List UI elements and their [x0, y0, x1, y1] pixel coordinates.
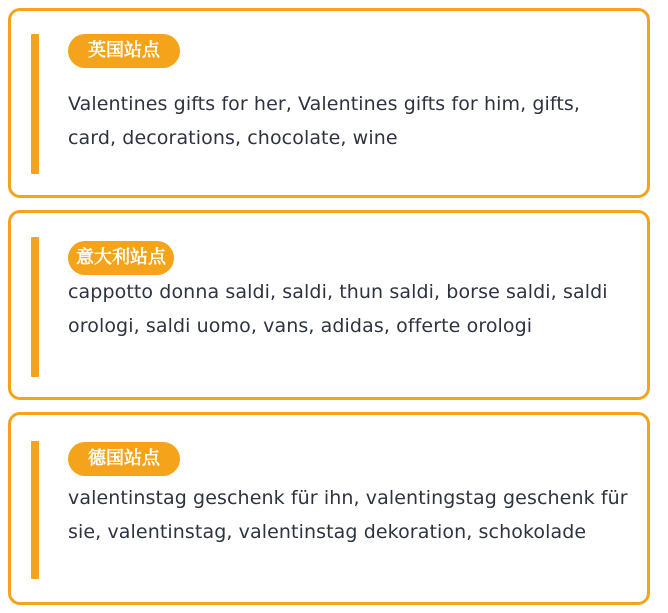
uk-site-tag: 英国站点 — [68, 34, 180, 68]
uk-keywords-text: Valentines gifts for her, Valentines gifts for him, gifts, card, decorations, chocolate, wine — [68, 93, 581, 149]
italy-keywords-text: cappotto donna saldi, saldi, thun saldi, borse saldi, saldi orologi, saldi uomo, vans, adidas, offerte orologi — [68, 281, 608, 337]
germany-keywords-text: valentinstag geschenk für ihn, valentingstag geschenk für sie, valentinstag, valentinstag dekoration, schokolade — [68, 487, 628, 543]
accent-bar — [31, 34, 39, 174]
italy-site-card — [8, 210, 650, 400]
accent-bar — [31, 237, 39, 377]
germany-site-tag: 德国站点 — [68, 442, 180, 476]
germany-site-card — [8, 412, 650, 605]
italy-site-tag: 意大利站点 — [68, 241, 174, 275]
accent-bar — [31, 441, 39, 579]
uk-site-card — [8, 8, 650, 198]
